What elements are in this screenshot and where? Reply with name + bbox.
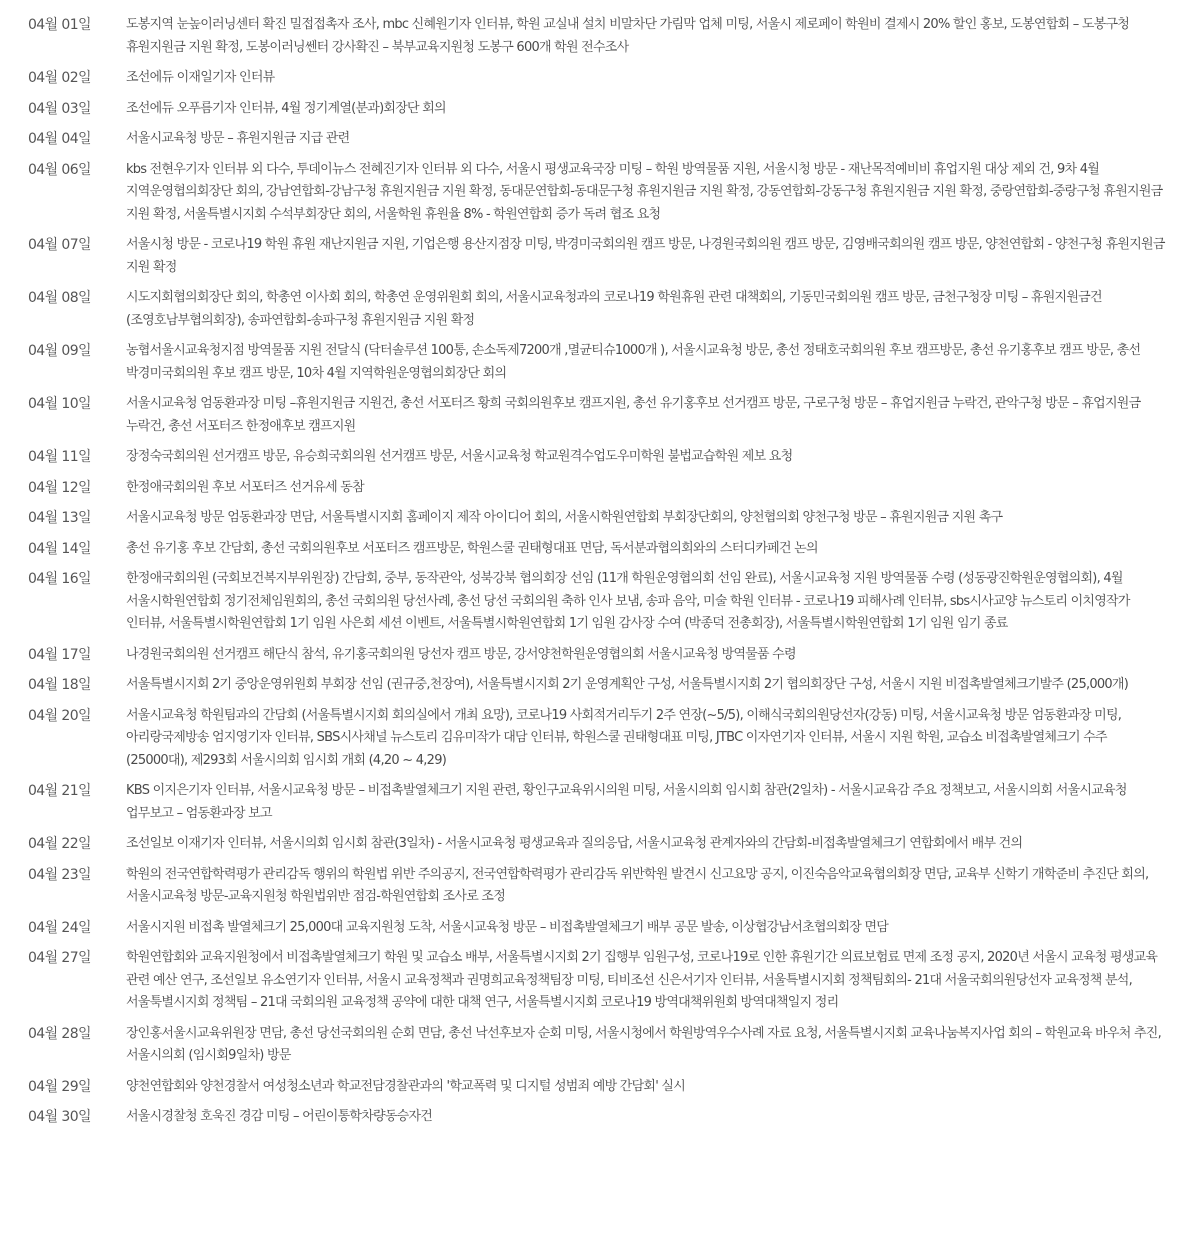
schedule-date: 04월 06일 [28, 161, 91, 178]
schedule-description: 조선일보 이재기자 인터뷰, 서울시의회 임시회 참관(3일차) - 서울시교육청 평생교육과 질의응답, 서울시교육청 관계자와의 간담회-비접촉발열체크기 연합회에서 배부 건의 [126, 836, 1023, 851]
schedule-date: 04월 22일 [28, 836, 91, 852]
schedule-description: 서울시지원 비접촉 발열체크기 25,000대 교육지원청 도착, 서울시교육청 방문 – 비접촉발열체크기 배부 공문 발송, 이상협강남서초협의회장 면담 [126, 919, 889, 935]
schedule-date: 04월 20일 [28, 707, 91, 724]
schedule-date: 04월 14일 [28, 540, 91, 557]
schedule-description: kbs 전현우기자 인터뷰 외 다수, 투데이뉴스 전혜진기자 인터뷰 외 다수, 서울시 평생교육국장 미팅 – 학원 방역물품 지원, 서울시청 방문 - 재난목적예비비 휴업지원 대상 제외 건, 9차 4월 지역운영협의회장단 회의, 강남연합회-강남구청 휴원지원금 지원 확정, 동대문연합회-동대문구청 휴원지원금 지원 확정, 강동연합회-강동구청 휴원지원금 지원 확정, 중랑연합회-중랑구청 휴원지원금 지원 확정, 서울특별시지회 수석부회장단 회의, 서울학원 휴원율 8% - 학원연합회 증가 독려 협조 요청 [126, 161, 1163, 222]
schedule-date: 04월 13일 [28, 510, 91, 526]
schedule-date: 04월 10일 [28, 396, 91, 412]
schedule-date: 04월 16일 [28, 571, 91, 587]
schedule-description: 서울시청 방문 - 코로나19 학원 휴원 재난지원금 지원, 기업은행 용산지점장 미팅, 박경미국회의원 캠프 방문, 나경원국회의원 캠프 방문, 김영배국회의원 캠프 방문, 양천연합회 - 양천구청 휴원지원금 지원 확정 [126, 237, 1165, 275]
schedule-description: 학원의 전국연합학력평가 관리감독 행위의 학원법 위반 주의공지, 전국연합학력평가 관리감독 위반학원 발견시 신고요망 공지, 이진숙음악교육협의회장 면담, 교육부 신학기 개학준비 추진단 회의, 서울시교육청 방문-교육지원청 학원법위반 점검-학원연합회 조사로 조정 [126, 866, 1149, 904]
schedule-date: 04월 30일 [28, 1109, 91, 1125]
schedule-row [0, 644, 1180, 667]
schedule-description: 서울시교육청 학원팀과의 간담회 (서울특별시지회 회의실에서 개최 요망), 코로나19 사회적거리두기 2주 연장(~5/5), 이해식국회의원당선자(강동) 미팅, 서울시교육청 방문 엄동환과장 미팅, 아리랑국제방송 엄지영기자 인터뷰, SBS시사채널 뉴스토리 김유미작가 대담 인터뷰, 학원스쿨 권태형대표 미팅, JTBC 이자연기자 인터뷰, 서울시 지원 학원, 교습소 비접촉발열체크기 수주(25000대), 제293회 서울시의회 임시회 개회 (4,20 ~ 4,29) [126, 707, 1122, 768]
schedule-date: 04월 03일 [28, 100, 91, 117]
schedule-row [0, 159, 1180, 227]
schedule-row [0, 705, 1180, 773]
schedule-description: 조선에듀 이재일기자 인터뷰 [126, 70, 275, 85]
schedule-description: 서울시경찰청 호욱진 경감 미팅 – 어린이통학차량동승자건 [126, 1109, 433, 1124]
schedule-row [0, 393, 1180, 438]
schedule-description: KBS 이지은기자 인터뷰, 서울시교육청 방문 – 비접촉발열체크기 지원 관련, 황인구교육위시의원 미팅, 서울시의회 임시회 참관(2일차) - 서울시교육감 주요 정책보고, 서울시의회 서울시교육청 업무보고 – 엄동환과장 보고 [126, 783, 1127, 821]
schedule-row [0, 833, 1180, 856]
schedule-row [0, 340, 1180, 385]
schedule-row [0, 674, 1180, 697]
schedule-date: 04월 29일 [28, 1078, 91, 1095]
schedule-date: 04월 28일 [28, 1025, 91, 1042]
schedule-date: 04월 24일 [28, 919, 91, 936]
schedule-row [0, 1023, 1180, 1068]
schedule-description: 도봉지역 눈높이러닝센터 확진 밀접접촉자 조사, mbc 신혜원기자 인터뷰, 학원 교실내 설치 비말차단 가림막 업체 미팅, 서울시 제로페이 학원비 결제시 20% 할인 홍보, 도봉연합회 – 도봉구청 휴원지원금 지원 확정, 도봉이러닝쎈터 강사확진 – 북부교육지원청 도봉구 600개 학원 전수조사 [126, 17, 1130, 55]
schedule-description: 농협서울시교육청지점 방역물품 지원 전달식 (닥터솔루션 100통, 손소독제7200개 ,멸균티슈1000개 ), 서울시교육청 방문, 총선 정태호국회의원 후보 캠프방문, 총선 유기홍후보 캠프 방문, 총선 박경미국회의원 후보 캠프 방문, 10차 4월 지역학원운영협의회장단 회의 [126, 343, 1141, 381]
schedule-description: 학원연합회와 교육지원청에서 비접촉발열체크기 학원 및 교습소 배부, 서울특별시지회 2기 집행부 임원구성, 코로나19로 인한 휴원기간 의료보험료 면제 조정 공지, 2020년 서울시 교육청 평생교육 관련 예산 연구, 조선일보 유소연기자 인터뷰, 서울시 교육정책과 권명희교육정책팀장 미팅, 티비조선 신은서기자 인터뷰, 서울특별시지회 정책팀회의- 21대 서울국회의원당선자 교육정책 분석, 서울툭별시지회 정책팀 – 21대 국회의원 교육정책 공약에 대한 대책 연구, 서울특별시지회 코로나19 방역대책위원회 방역대책일지 정리 [126, 950, 1158, 1010]
schedule-date: 04월 09일 [28, 343, 91, 359]
schedule-description: 장정숙국회의원 선거캠프 방문, 유승희국회의원 선거캠프 방문, 서울시교육청 학교원격수업도우미학원 불법교습학원 제보 요청 [126, 449, 793, 464]
schedule-date: 04월 17일 [28, 646, 91, 663]
schedule-row [0, 128, 1180, 151]
schedule-row [0, 507, 1180, 530]
schedule-date: 04월 27일 [28, 950, 91, 966]
schedule-row [0, 234, 1180, 279]
schedule-description: 양천연합회와 양천경찰서 여성청소년과 학교전담경찰관과의 '학교폭력 및 디지털 성범죄 예방 간담회' 실시 [126, 1078, 686, 1094]
schedule-description: 조선에듀 오푸름기자 인터뷰, 4월 정기계열(분과)회장단 회의 [126, 100, 446, 116]
schedule-row [0, 287, 1180, 332]
schedule-row [0, 67, 1180, 90]
schedule-date: 04월 23일 [28, 866, 91, 883]
schedule-row [0, 477, 1180, 500]
schedule-date: 04월 01일 [28, 17, 91, 33]
schedule-date: 04월 12일 [28, 479, 91, 496]
schedule-row [0, 1076, 1180, 1099]
schedule-row [0, 864, 1180, 909]
schedule-row [0, 14, 1180, 59]
schedule-row [0, 446, 1180, 469]
schedule-description: 서울시교육청 방문 엄동환과장 면담, 서울특별시지회 홈페이지 제작 아이디어 회의, 서울시학원연합회 부회장단회의, 양천협의회 양천구청 방문 – 휴원지원금 지원 촉구 [126, 510, 1003, 525]
schedule-description: 장인홍서울시교육위원장 면담, 총선 당선국회의원 순회 면담, 총선 낙선후보자 순회 미팅, 서울시청에서 학원방역우수사례 자료 요청, 서울특별시지회 교육나눔복지사업 회의 – 학원교육 바우처 추진, 서울시의회 (임시회9일차) 방문 [126, 1025, 1161, 1063]
schedule-date: 04월 07일 [28, 237, 91, 253]
schedule-row [0, 947, 1180, 1015]
schedule-row [0, 538, 1180, 561]
schedule-description: 나경원국회의원 선거캠프 해단식 참석, 유기홍국회의원 당선자 캠프 방문, 강서양천학원운영협의회 서울시교육청 방역물품 수령 [126, 646, 796, 662]
schedule-description: 한정애국회의원 후보 서포터즈 선거유세 동참 [126, 479, 364, 495]
schedule-date: 04월 02일 [28, 70, 91, 86]
schedule-description: 한정애국회의원 (국회보건복지부위원장) 간담회, 중부, 동작관악, 성북강북 협의회장 선임 (11개 학원운영협의회 선임 완료), 서울시교육청 지원 방역물품 수령 (성동광진학원운영협의회), 4월 서울시학원연합회 정기전체임원회의, 총선 국회의원 당선사례, 총선 당선 국회의원 축하 인사 보냄, 송파 음악, 미술 학원 인터뷰 - 코로나19 피해사례 인터뷰, sbs시사교양 뉴스토리 이치영작가 인터뷰, 서울특별시학원연합회 1기 임원 사은회 세션 이벤트, 서울특별시학원연합회 1기 임원 감사장 수여 (박종덕 전총회장), 서울특별시학원연합회 1기 임원 임기 종료 [126, 571, 1130, 631]
schedule-row [0, 98, 1180, 121]
schedule-description: 서울시교육청 엄동환과장 미팅 –휴원지원금 지원건, 총선 서포터즈 황희 국회의원후보 캠프지원, 총선 유기홍후보 선거캠프 방문, 구로구청 방문 – 휴업지원금 누락건, 관악구청 방문 – 휴업지원금 누락건, 총선 서포터즈 한정애후보 캠프지원 [126, 396, 1141, 434]
schedule-date: 04월 04일 [28, 131, 91, 147]
schedule-date: 04월 08일 [28, 290, 91, 306]
schedule-description: 서울특별시지회 2기 중앙운영위원회 부회장 선임 (권규중,천장여), 서울특별시지회 2기 운영계획안 구성, 서울특별시지회 2기 협의회장단 구성, 서울시 지원 비접촉발열체크기발주 (25,000개) [126, 677, 1129, 692]
schedule-date: 04월 11일 [28, 449, 91, 465]
schedule-row [0, 1106, 1180, 1129]
schedule-description: 서울시교육청 방문 – 휴원지원금 지급 관련 [126, 131, 350, 146]
schedule-description: 시도지회협의회장단 회의, 학총연 이사회 회의, 학총연 운영위원회 회의, 서울시교육청과의 코로나19 학원휴원 관련 대책회의, 기동민국회의원 캠프 방문, 금천구청장 미팅 – 휴원지원금건 (조영호남부협의회장), 송파연합회-송파구청 휴원지원금 지원 확정 [126, 290, 1102, 328]
schedule-row [0, 780, 1180, 825]
schedule-row [0, 917, 1180, 940]
schedule-date: 04월 18일 [28, 677, 91, 693]
schedule-date: 04월 21일 [28, 783, 91, 799]
schedule-description: 총선 유기홍 후보 간담회, 총선 국회의원후보 서포터즈 캠프방문, 학원스쿨 권태형대표 면담, 독서분과협의회와의 스터디카페건 논의 [126, 540, 818, 556]
schedule-row [0, 568, 1180, 636]
